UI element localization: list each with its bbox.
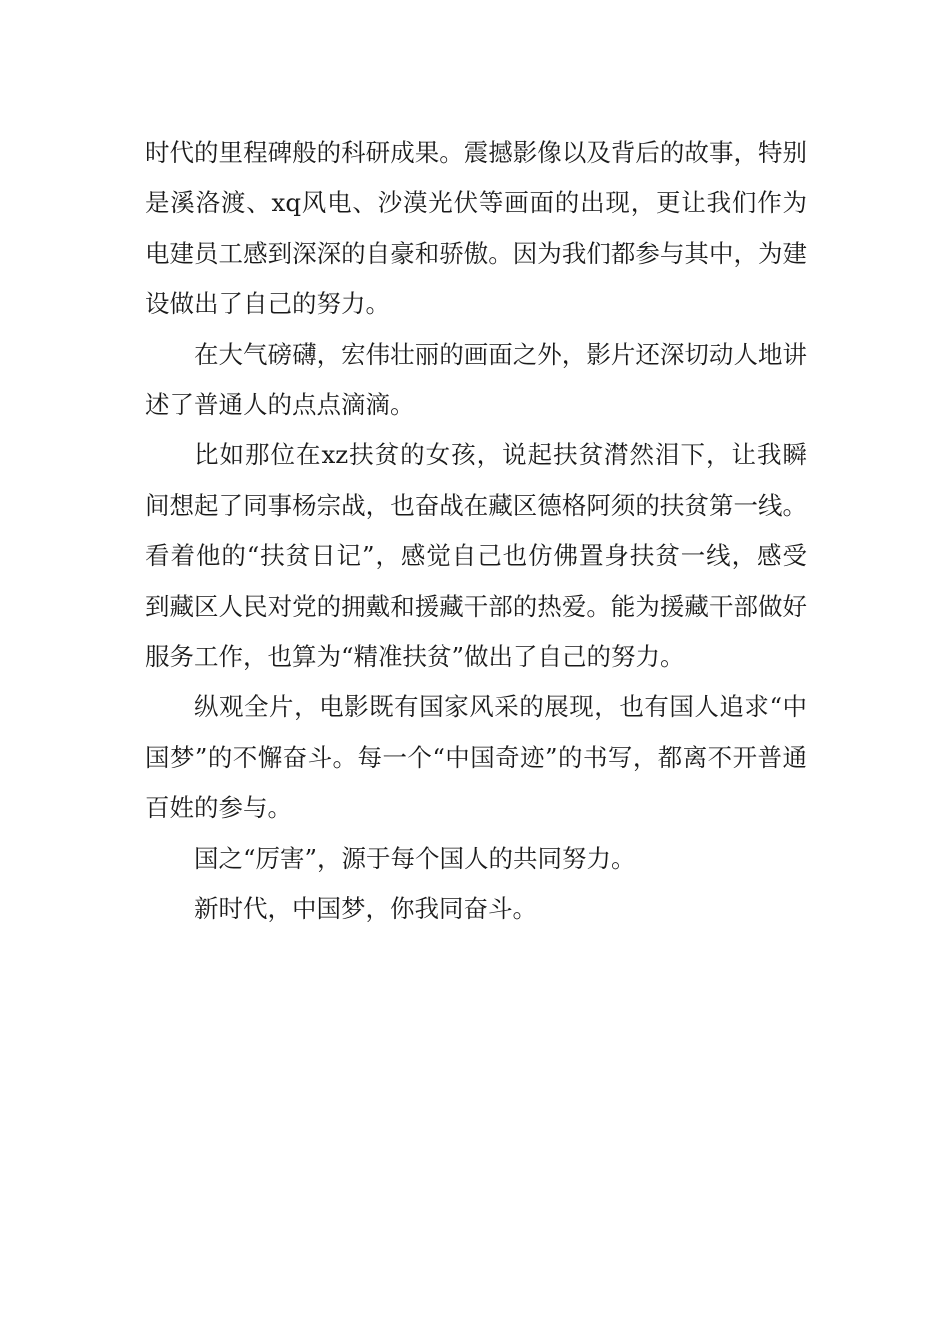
paragraph-5: 国之“厉害”，源于每个国人的共同努力。 <box>194 843 636 873</box>
paragraph-3: 比如那位在xz扶贫的女孩，说起扶贫潸然泪下，让我瞬间想起了同事杨宗战，也奋战在藏区德格阿须的扶贫第一线。看着他的“扶贫日记”，感觉自己也仿佛置身扶贫一线，感受到藏区人民对党的拥戴和援藏干部的热爱。能为援藏干部做好服务工作，也算为“精准扶贫”做出了自己的努力。 <box>145 440 807 672</box>
paragraph-4: 纵观全片，电影既有国家风采的展现，也有国人追求“中国梦”的不懈奋斗。每一个“中国奇迹”的书写，都离不开普通百姓的参与。 <box>145 692 807 823</box>
paragraph-2: 在大气磅礴，宏伟壮丽的画面之外，影片还深切动人地讲述了普通人的点点滴滴。 <box>145 339 807 420</box>
paragraph-1: 时代的里程碑般的科研成果。震撼影像以及背后的故事，特别是溪洛渡、xq风电、沙漠光伏等画面的出现，更让我们作为电建员工感到深深的自豪和骄傲。因为我们都参与其中，为建设做出了自己的努力。 <box>145 138 807 319</box>
document-body <box>145 128 807 935</box>
paragraph-6: 新时代，中国梦，你我同奋斗。 <box>194 894 537 924</box>
